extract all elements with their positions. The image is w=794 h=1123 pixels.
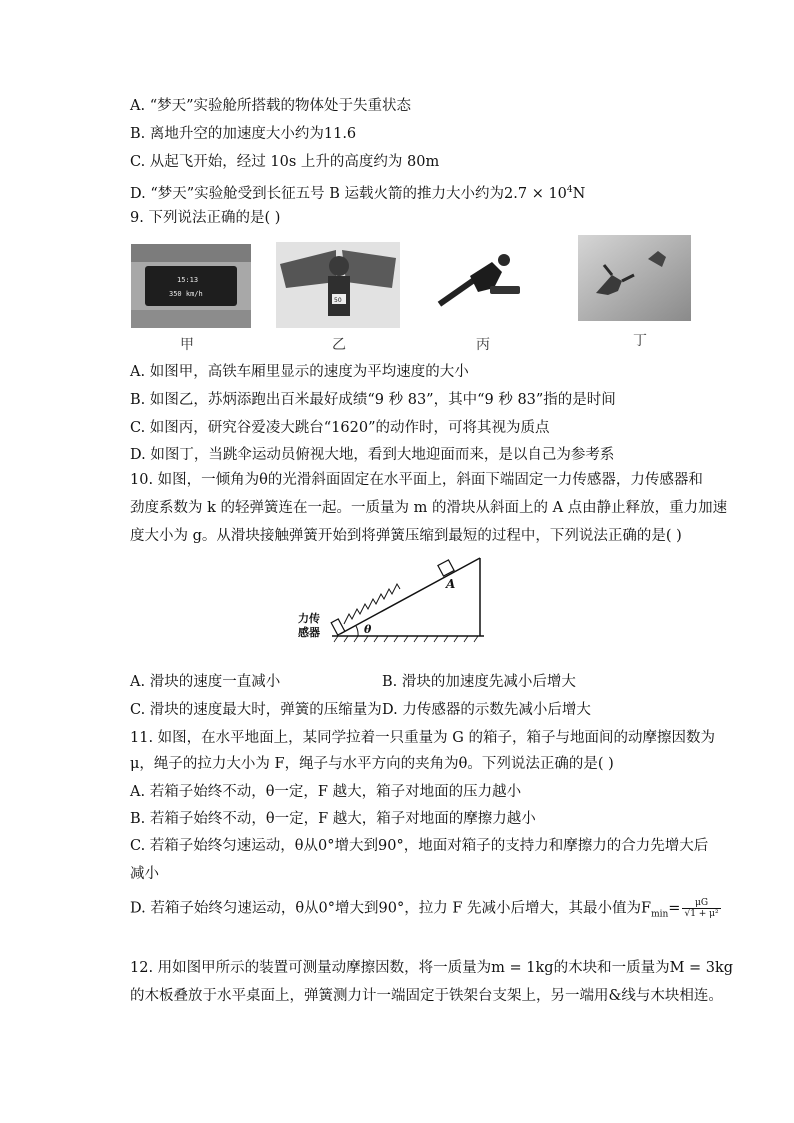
q11-option-c-line2: 减小	[130, 866, 159, 882]
q11-option-d-sub: min	[651, 909, 669, 920]
train-display-image	[131, 244, 251, 328]
q8-option-a: A. “梦天”实验舱所搭载的物体处于失重状态	[130, 98, 412, 114]
q11-stem-line1: 11. 如图，在水平地面上，某同学拉着一只重量为 G 的箱子，箱子与地面间的动摩擦因数为	[130, 730, 715, 746]
incline-surface	[340, 558, 480, 634]
photo-jia-clock: 15:13	[177, 276, 199, 284]
ski-jump-image	[430, 248, 530, 318]
q10-option-c: C. 滑块的速度最大时，弹簧的压缩量为	[130, 702, 382, 718]
q12-stem-line1: 12. 用如图甲所示的装置可测量动摩擦因数，将一质量为m = 1kg的木块和一质量为M = 3kg	[130, 960, 734, 976]
photo-yi	[276, 242, 400, 328]
label-theta: θ	[364, 623, 372, 636]
label-bing: 丙	[476, 337, 490, 353]
min-force-fraction	[682, 898, 720, 919]
q8-option-d-unit: N	[572, 185, 586, 202]
q9-stem: 9. 下列说法正确的是( )	[130, 210, 281, 226]
q11-option-c-line1: C. 若箱子始终匀速运动，θ从0°增大到90°，地面对箱子的支持力和摩擦力的合力先增大后	[130, 838, 709, 854]
q11-stem-line2: μ，绳子的拉力大小为 F，绳子与水平方向的夹角为θ。下列说法正确的是( )	[130, 756, 614, 772]
q10-option-b: B. 滑块的加速度先减小后增大	[382, 674, 576, 690]
fraction-numerator: μG	[682, 898, 720, 909]
q8-option-b: B. 离地升空的加速度大小约为11.6	[130, 126, 357, 142]
sensor-label-1: 力传	[298, 612, 320, 625]
q10-option-d: D. 力传感器的示数先减小后增大	[382, 702, 591, 718]
fraction-denominator: √1 + μ²	[684, 909, 719, 919]
photo-ding	[578, 235, 691, 321]
q8-option-d-exponent: 4	[566, 185, 573, 195]
incline-diagram	[294, 550, 514, 650]
q11-option-d-eq: =	[668, 900, 681, 917]
skydiver-image	[578, 235, 691, 321]
ground-hatch	[334, 636, 478, 642]
force-sensor	[331, 619, 345, 635]
label-yi: 乙	[332, 337, 346, 353]
spring	[344, 584, 400, 624]
label-ding: 丁	[633, 333, 647, 349]
q8-option-c: C. 从起飞开始，经过 10s 上升的高度约为 80m	[130, 154, 440, 170]
q12-stem-line2: 的木板叠放于水平桌面上，弹簧测力计一端固定于铁架台支架上，另一端用&线与木块相连。	[130, 988, 723, 1004]
q9-option-d: D. 如图丁，当跳伞运动员俯视大地，看到大地迎面而来，是以自己为参考系	[130, 447, 615, 463]
q9-option-b: B. 如图乙，苏炳添跑出百米最好成绩“9 秒 83”，其中“9 秒 83”指的是时间	[130, 392, 616, 408]
q8-option-d-text: D. “梦天”实验舱受到长征五号 B 运载火箭的推力大小约为2.7 × 10	[130, 185, 567, 202]
q11-option-d	[130, 898, 721, 924]
q9-option-c: C. 如图丙，研究谷爱凌大跳台“1620”的动作时，可将其视为质点	[130, 420, 550, 436]
label-jia: 甲	[180, 337, 194, 353]
photo-bing	[430, 248, 530, 318]
q8-option-d	[130, 180, 585, 204]
photo-jia-speed: 350 km/h	[169, 290, 203, 298]
sprinter-flag-image	[276, 242, 400, 328]
q10-stem-line3: 度大小为 g。从滑块接触弹簧开始到将弹簧压缩到最短的过程中，下列说法正确的是( )	[130, 528, 682, 544]
q9-option-a: A. 如图甲，高铁车厢里显示的速度为平均速度的大小	[130, 364, 469, 380]
q10-option-a: A. 滑块的速度一直减小	[130, 674, 281, 690]
q10-stem-line2: 劲度系数为 k 的轻弹簧连在一起。一质量为 m 的滑块从斜面上的 A 点由静止释放，重力加速	[130, 500, 728, 516]
sensor-label-2: 感器	[298, 626, 320, 639]
q10-stem-line1: 10. 如图，一倾角为θ的光滑斜面固定在水平面上，斜面下端固定一力传感器，力传感器和	[130, 472, 703, 488]
photo-jia	[131, 244, 251, 328]
label-point-a: A	[446, 577, 456, 591]
photo-yi-bib: 50	[334, 297, 342, 304]
q11-option-a: A. 若箱子始终不动，θ一定，F 越大，箱子对地面的压力越小	[130, 784, 522, 800]
q11-option-d-text: D. 若箱子始终匀速运动，θ从0°增大到90°，拉力 F 先减小后增大，其最小值为F	[130, 900, 652, 917]
q11-option-b: B. 若箱子始终不动，θ一定，F 越大，箱子对地面的摩擦力越小	[130, 811, 536, 827]
